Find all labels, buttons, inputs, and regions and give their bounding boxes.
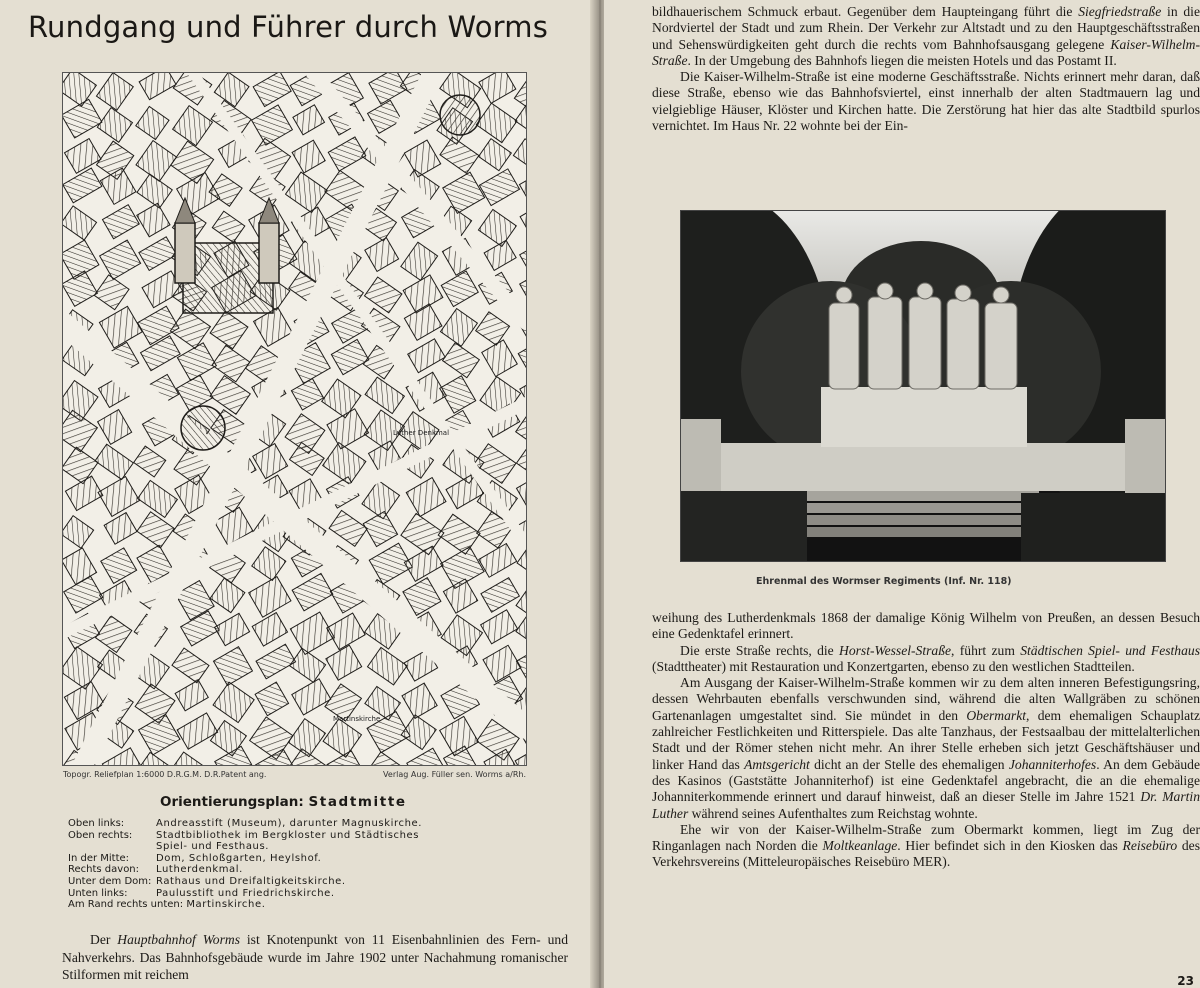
emphasis-moltkeanlage: Moltkeanlage [822, 838, 898, 854]
legend-value: Stadtbibliothek im Bergkloster und Städtisches [156, 829, 420, 841]
map-legend [68, 818, 548, 911]
legend-key: In der Mitte: [68, 852, 130, 864]
memorial-photo [680, 210, 1166, 562]
emphasis-martin-luther: Dr. Martin Luther [652, 789, 1200, 821]
legend-title [160, 794, 407, 810]
legend-value: Andreasstift (Museum), darunter Magnuskirche. [156, 818, 423, 829]
map-label-lutherdenkmal: Luther Denkmal [393, 429, 450, 437]
legend-value: Paulusstift und Friedrichskirche. [156, 887, 335, 899]
legend-key: Unter dem Dom: [68, 875, 152, 887]
emphasis-horst-wessel-strasse: Horst-Wessel-Straße [839, 642, 952, 658]
text-run: während seines Aufenthaltes zum Reichstag wohnte. [688, 805, 978, 821]
emphasis-amtsgericht: Amtsgericht [744, 756, 810, 772]
map-credit-right: Verlag Aug. Füller sen. Worms a/Rh. [383, 770, 526, 779]
legend-key: Rechts davon: [68, 864, 140, 876]
legend-value: Dom, Schloßgarten, Heylshof. [156, 852, 322, 864]
text-run: Die erste Straße rechts, die [680, 642, 840, 658]
legend-row [68, 853, 548, 865]
paragraph [652, 4, 1200, 69]
text-run: , dem ehemaligen Schauplatz zahlreicher Festlichkeiten und Ritterspiele. Das alte Tanzhaus, der Festsaalbau der mittelalterlichen Stadt und der Römer stehen nicht mehr. An ihrer Stelle erheben sich jetzt Geschäftshäuser und linker Hand das [652, 707, 1200, 772]
right-text-top [652, 4, 1200, 134]
legend-title-prefix: Orientierungsplan: [160, 794, 304, 810]
legend-key: Am Rand rechts unten: [68, 899, 184, 911]
emphasis-siegfriedstrasse: Siegfriedstraße [1078, 4, 1162, 19]
legend-key: Unten links: [68, 887, 128, 899]
paragraph [652, 675, 1200, 822]
map-drawing [63, 73, 526, 765]
legend-title-main: Stadtmitte [308, 794, 407, 810]
legend-value: Lutherdenkmal. [156, 864, 243, 876]
left-body-text [62, 931, 568, 984]
legend-row [68, 888, 548, 900]
right-page [604, 0, 1200, 988]
legend-row [68, 876, 548, 888]
text-run: ist Knotenpunkt von 11 Eisenbahnlinien des Fern- und Nahverkehrs. Das Bahnhofsgebäude wurde im Jahre 1902 unter Nachahmung romanischer Stilformen mit reichem [62, 932, 568, 982]
paragraph [652, 643, 1200, 676]
emphasis-obermarkt: Obermarkt [966, 707, 1027, 723]
text-run: , führt zum [951, 642, 1021, 658]
legend-key: Oben links: [68, 818, 125, 829]
right-text-bottom [652, 610, 1200, 871]
legend-row [68, 830, 548, 842]
text-run: (Stadttheater) mit Restauration und Konzertgarten, ebenso zu den westlichen Stadtteilen. [652, 658, 1135, 674]
legend-value: Rathaus und Dreifaltigkeitskirche. [156, 875, 346, 887]
text-run: in die Nordviertel der Stadt und zum Rhein. Der Verkehr zur Altstadt und zu den Hauptgeschäftsstraßen und Sehenswürdigkeiten geht durch die rechts vom Bahnhofsausgang gelegene [652, 4, 1200, 52]
paragraph: Die Kaiser-Wilhelm-Straße ist eine moderne Geschäftsstraße. Nichts erinnert mehr daran, daß diese Straße, ebenso wie das Bahnhofsviertel, einst innerhalb der alten Stadtmauern lag und vielgieblige Häuser, Klöster und Kirchen hatte. Die Zerstörung hat hier das alte Stadtbild spurlos vernichtet. Im Haus Nr. 22 wohnte bei der Ein- [652, 69, 1200, 134]
page-title: Rundgang und Führer durch Worms [28, 10, 549, 44]
emphasis-reisebuero: Reisebüro [1122, 838, 1178, 854]
emphasis-johanniterhof: Johanniterhofes [1008, 756, 1097, 772]
legend-key: Oben rechts: [68, 829, 133, 841]
map-label-martinskirche: Martinskirche [333, 715, 381, 723]
legend-row [68, 864, 548, 876]
text-run: dicht an der Stelle des ehemaligen [809, 756, 1009, 772]
paragraph [652, 822, 1200, 871]
emphasis-hauptbahnhof: Hauptbahnhof Worms [117, 932, 240, 947]
text-run: bildhauerischem Schmuck erbaut. Gegenüber dem Haupteingang führt die [652, 4, 1079, 19]
left-page [0, 0, 596, 988]
city-map-illustration [62, 72, 527, 766]
legend-row-continued: Spiel- und Festhaus. [156, 841, 270, 853]
emphasis-kaiser-wilhelm-strasse: Kaiser-Wilhelm-Straße [652, 36, 1200, 68]
text-run: . An dem Gebäude des Kasinos (Gaststätte Johanniterhof) ist eine Gedenktafel angebracht, die an die ehemalige Johanniterkommende erinnert und darauf hinweist, daß an dieser Stelle im Jahre 1521 [652, 756, 1200, 805]
text-run: Der [90, 932, 118, 947]
text-run: Am Ausgang der Kaiser-Wilhelm-Straße kommen wir zu dem alten inneren Befestigungsring, dessen Wehrbauten ebenfalls verschwunden sind, während die alten Wallgräben zu schönen Gartenanlagen umgestaltet sind. Sie mündet in den [652, 675, 1200, 723]
legend-row [68, 818, 548, 830]
legend-value: Martinskirche. [186, 899, 266, 911]
text-run: des Verkehrsvereins (Mitteleuropäisches Reisebüro MER). [652, 838, 1200, 870]
text-run: . In der Umgebung des Bahnhofs liegen die meisten Hotels und das Postamt II. [687, 52, 1117, 68]
paragraph: weihung des Lutherdenkmals 1868 der damalige König Wilhelm von Preußen, an dessen Besuch eine Gedenktafel erinnert. [652, 610, 1200, 642]
text-run: . Hier befindet sich in den Kiosken das [897, 838, 1123, 854]
memorial-photo-drawing [681, 211, 1165, 561]
photo-caption: Ehrenmal des Wormser Regiments (Inf. Nr. 118) [756, 576, 1012, 587]
page-number: 23 [1177, 974, 1194, 988]
emphasis-spiel-und-festhaus: Städtischen Spiel- und Festhaus [1020, 642, 1200, 658]
legend-row [68, 899, 548, 911]
map-credit-left: Topogr. Reliefplan 1:6000 D.R.G.M. D.R.Patent ang. [63, 770, 267, 779]
text-run: Ehe wir von der Kaiser-Wilhelm-Straße zum Obermarkt kommen, liegt im Zug der Ringanlagen nach Norden die [652, 821, 1200, 854]
